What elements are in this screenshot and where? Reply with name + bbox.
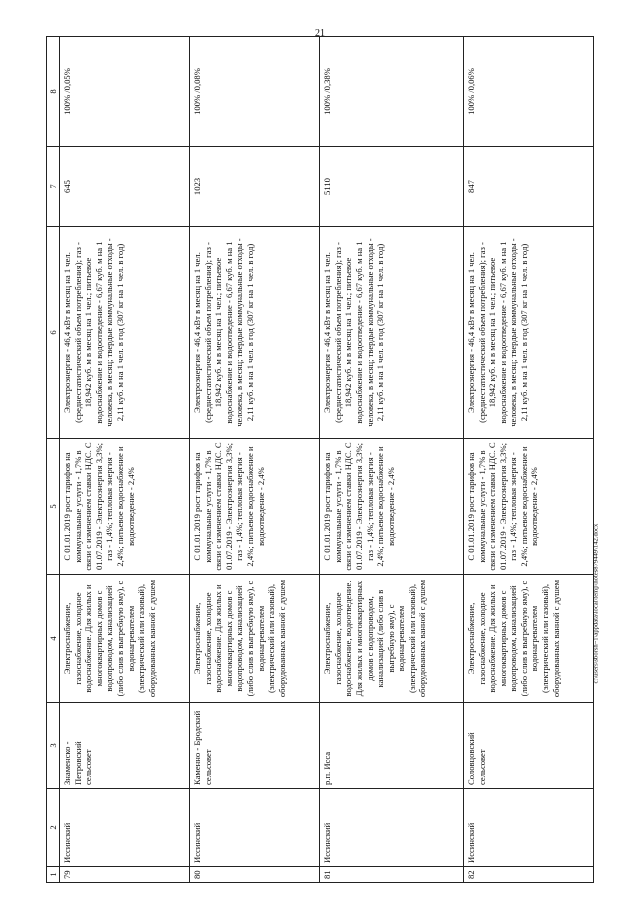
population-cell: 1023 xyxy=(190,147,320,227)
services-cell: Электроснабжение, газоснабжение, холодное водоснабжение. Для жилых и многоквартирных домов с водопроводом, канализацией (либо слив в выгребную яму), с водонагревателем (электрический или газовый), оборудованных ванной с душем xyxy=(463,575,593,703)
settlement-cell: Соловцовский сельсовет xyxy=(463,703,593,789)
population-cell: 645 xyxy=(60,147,190,227)
header-cell: 1 xyxy=(47,867,60,883)
rotated-table-container xyxy=(46,37,594,883)
header-cell: 7 xyxy=(47,147,60,227)
share-cell: 100% /0,38% xyxy=(320,37,464,147)
tariff-cell: С 01.01.2019 рост тарифов на коммунальные услуги - 1,7% в связи с изменением ставки НДС. С 01.07.2019 - Электроэнергия 3,3%; газ - 1,4%; тепловая энергия - 2,4%; питьевое водоснабжение и водоотведение - 2,4% xyxy=(463,439,593,575)
consumption-cell: Электроэнергия - 46,4 кВт в месяц на 1 чел. (среднестатистический объем потребления); газ - 18,942 куб. м в месяц на 1 чел.; питьевое водоснабжение и водоотведение - 6,67 куб. м на 1 человека, в месяц; твердые коммунальные отходы - 2,11 куб. м на 1 чел. в год (307 кг на 1 чел. в год) xyxy=(60,227,190,439)
population-cell: 847 xyxy=(463,147,593,227)
services-cell: Электроснабжение, газоснабжение, холодное водоснабжение. Для жилых и многоквартирных домов с водопроводом, канализацией (либо слив в выгребную яму), с водонагревателем (электрический или газовый), оборудованных ванной с душем xyxy=(190,575,320,703)
settlement-cell: Знаменско - Петровский сельсовет xyxy=(60,703,190,789)
consumption-cell: Электроэнергия - 46,4 кВт в месяц на 1 чел. (среднестатистический объем потребления); газ - 18,942 куб. м в месяц на 1 чел.; питьевое водоснабжение и водоотведение - 6,67 куб. м на 1 человека, в месяц; твердые коммунальные отходы - 2,11 куб. м на 1 чел. в год (307 кг на 1 чел. в год) xyxy=(463,227,593,439)
population-cell: 5110 xyxy=(320,147,464,227)
settlement-cell: р.п. Исса xyxy=(320,703,464,789)
file-path-footer: c:\users\sborsh~1\appdata\local\temp\notes879449\142.docx xyxy=(592,523,600,684)
header-cell: 6 xyxy=(47,227,60,439)
table-row xyxy=(463,37,593,883)
services-cell: Электроснабжение, газоснабжение, холодное водоснабжение, водоотведение. Для жилых и многоквартирных домов с водопроводом, канализацией (либо слив в выгребную яму), с водонагревателем (электрический или газовый), оборудованных ванной с душем xyxy=(320,575,464,703)
consumption-cell: Электроэнергия - 46,4 кВт в месяц на 1 чел. (среднестатистический объем потребления); газ - 18,942 куб. м в месяц на 1 чел.; питьевое водоснабжение и водоотведение - 6,67 куб. м на 1 человека, в месяц; твердые коммунальные отходы - 2,11 куб. м на 1 чел. в год (307 кг на 1 чел. в год) xyxy=(320,227,464,439)
row-number: 82 xyxy=(463,867,593,883)
tariff-cell: С 01.01.2019 рост тарифов на коммунальные услуги - 1,7% в связи с изменением ставки НДС. С 01.07.2019 - Электроэнергия 3,3%; газ - 1,4%; тепловая энергия - 2,4%; питьевое водоснабжение и водоотведение - 2,4% xyxy=(320,439,464,575)
row-number: 81 xyxy=(320,867,464,883)
header-cell: 2 xyxy=(47,789,60,867)
share-cell: 100% /0,05% xyxy=(60,37,190,147)
header-cell: 3 xyxy=(47,703,60,789)
tariff-cell: С 01.01.2019 рост тарифов на коммунальные услуги - 1,7% в связи с изменением ставки НДС. С 01.07.2019 - Электроэнергия 3,3%; газ - 1,4%; тепловая энергия - 2,4%; питьевое водоснабжение и водоотведение - 2,4% xyxy=(60,439,190,575)
consumption-cell: Электроэнергия - 46,4 кВт в месяц на 1 чел. (среднестатистический объем потребления); газ - 18,942 куб. м в месяц на 1 чел.; питьевое водоснабжение и водоотведение - 6,67 куб. м на 1 человека, в месяц; твердые коммунальные отходы - 2,11 куб. м на 1 чел. в год (307 кг на 1 чел. в год) xyxy=(190,227,320,439)
row-number: 80 xyxy=(190,867,320,883)
district-cell: Иссинский xyxy=(320,789,464,867)
district-cell: Иссинский xyxy=(463,789,593,867)
table-row xyxy=(190,37,320,883)
row-number: 79 xyxy=(60,867,190,883)
header-cell: 8 xyxy=(47,37,60,147)
table-row xyxy=(60,37,190,883)
tariff-table xyxy=(46,36,594,883)
header-cell: 5 xyxy=(47,439,60,575)
share-cell: 100% /0,08% xyxy=(190,37,320,147)
services-cell: Электроснабжение, газоснабжение, холодное водоснабжение. Для жилых и многоквартирных домов с водопроводом, канализацией (либо слив в выгребную яму), с водонагревателем (электрический или газовый), оборудованных ванной с душем xyxy=(60,575,190,703)
settlement-cell: Каменно - Бродский сельсовет xyxy=(190,703,320,789)
table-row xyxy=(320,37,464,883)
header-cell: 4 xyxy=(47,575,60,703)
district-cell: Иссинский xyxy=(60,789,190,867)
page-number: 21 xyxy=(315,28,325,39)
district-cell: Иссинский xyxy=(190,789,320,867)
tariff-cell: С 01.01.2019 рост тарифов на коммунальные услуги - 1,7% в связи с изменением ставки НДС. С 01.07.2019 - Электроэнергия 3,3%; газ - 1,4%; тепловая энергия - 2,4%; питьевое водоснабжение и водоотведение - 2,4% xyxy=(190,439,320,575)
header-row xyxy=(47,37,60,883)
share-cell: 100% /0,06% xyxy=(463,37,593,147)
